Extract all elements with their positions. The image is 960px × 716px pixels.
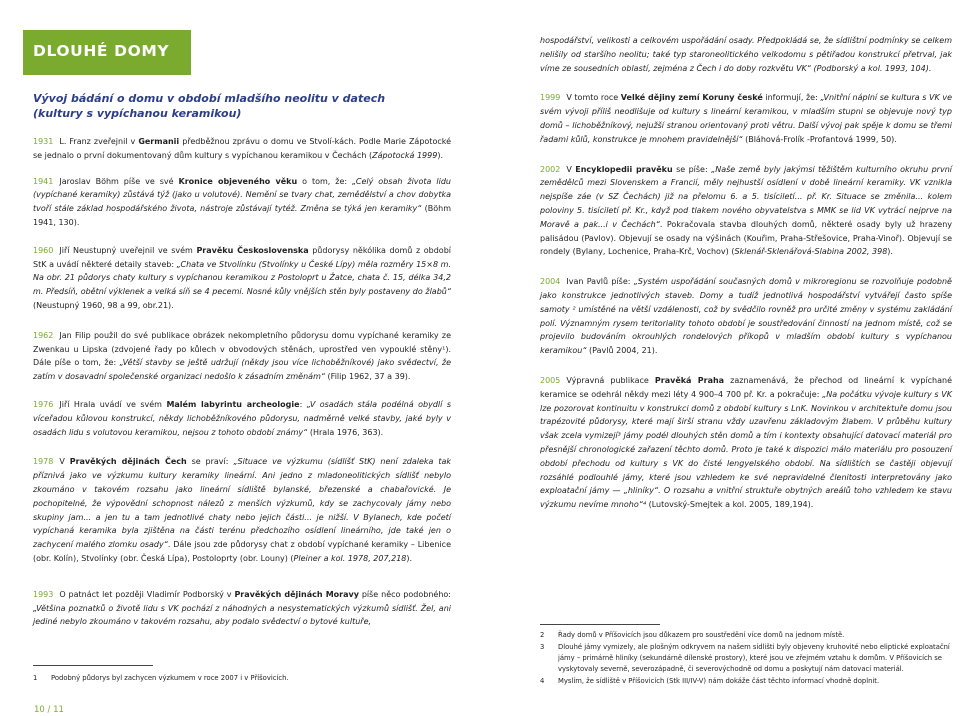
entry-text: V Pravěkých dějinách Čech se praví: „Situace ve výzkumu (sídlišť StK) není zdaleka tak příznivá jako ve výzkumu kultury keramiky lineární. Ani jedno z mladoneolitických sídlišť nebylo zkoumáno v takovém rozsahu jako lineární sídliště bylanské, březenské a chabařovické. Je pochopitelné, že výpovědní schopnost nálezů z menších výzkumů, kdy se zachycovaly jámy nebo skupiny jam... a jen tu a tam jednotlivé chaty nebo jejich části... je nižší. V Bylanech, kde početí vypíchaná keramika byla zjištěna na části terénu předchozího osídlení lineárního, jde také jen o zachycení malého zlomku osady“. Dále jsou zde půdorysy chat z období vypíchané keramiky – Libenice (obr. Kolín), Stvolínky (obr. Česká Lípa), Postoloprty (obr. Louny) (Pleiner a kol. 1978, 207,218). — [33, 457, 452, 563]
footnotes-right — [540, 630, 952, 688]
footnote-number: 1 — [33, 674, 38, 682]
footnote-text: Podobný půdorys byl zachycen výzkumem v roce 2007 i v Příšovicích. — [51, 674, 289, 682]
entry-year: 1976 — [33, 399, 54, 409]
timeline-entry-1999 — [540, 91, 952, 146]
entry-year: 2005 — [540, 375, 561, 385]
entry-year: 1993 — [33, 589, 54, 599]
entry-text: Jaroslav Böhm píše ve své Kronice objeveného věku o tom, že: „Celý obsah života lidu (vypíchané keramiky) zůstává týž (jako u volutové). Nemění se tvary chat, zemědělství a chov dobytka tvoří stále základ hospodářského života, nástroje zůstávají tytéž. Změna se týká jen keramiky“ (Böhm 1941, 130). — [33, 176, 452, 227]
footnote-4 — [540, 676, 952, 687]
continuation-paragraph: hospodářství, velikosti a celkovém uspořádání osady. Předpokládá se, že sídlištní podmínky se celkem nelišily od staršího neolitu; také typ staroneolitického velkodomu s pětiřadou konstrukcí přetrval, jak víme ze sousedních oblastí, zejména z Čech i do doby rozkvětu VK“ (Podborský a kol. 1993, 104). — [540, 36, 952, 73]
entry-year: 1962 — [33, 330, 54, 340]
timeline-entry-2002 — [540, 163, 952, 260]
entry-text: Jiří Hrala uvádí ve svém Malém labyrintu archeologie: „V osadách stála podélná obydlí s víceřadou kůlovou konstrukcí, někdy lichoběžníkového půdorysu, nadměrně velké stavby, jaké byly v osadách lidu s volutovou keramikou, nejsou z tohoto období známy“ (Hrala 1976, 363). — [33, 399, 451, 437]
footnote-separator-right — [540, 624, 660, 625]
entry-year: 1960 — [33, 245, 54, 255]
footnote-separator-left — [33, 665, 153, 666]
footnote-text: Dlouhé jámy vymizely, ale plošným odkryvem na našem sídlišti byly objeveny kruhovité nebo eliptické exploatační jámy – primárně hliníky (sekundárně dílenské prostory), které jsou ve zřejmém vztahu k domům. V Příšovicích se vyskytovaly severně, severozápadně, či severovýchodně od domu a poskytují nám datovací materiál. — [558, 643, 950, 673]
footnote-number: 3 — [540, 643, 545, 651]
footnote-text: Myslím, že sídliště v Příšovicích (Stk III/IV-V) nám dokáže část těchto informací vhodně doplnit. — [558, 677, 880, 685]
entry-text: V Encyklopedii pravěku se píše: „Naše země byly jakýmsi těžištěm kulturního okruhu první zemědělců mezi Slovenskem a Francií, měly nejhustší osídlení v době lineární keramiky. VK vznikla nejspíše záe (v SZ Čechách) již na přelomu 6. a 5. tisíciletí... př. Kr. Situace se změnila... kolem poloviny 5. tisíciletí př. Kr., když pod tlakem nového obyvatelstva s MMK se lid VK vytrácí nejprve na Moravě a pak...i v Čechách“. Pokračovala stavba dlouhých domů, některé osady byly už hrazeny palisádou (Pavlov). Objevují se osady na výšinách (Kouřim, Praha-Střešovice, Praha-Vinoř). Objevují se rondely (Bylany, Lochenice, Praha-Krč, Vochov) (Sklenář-Sklenářová-Slabina 2002, 398). — [540, 164, 952, 257]
footnotes-left — [33, 673, 451, 685]
entry-year: 1999 — [540, 93, 561, 103]
timeline-entry-1993 — [33, 588, 451, 629]
footnote-3 — [540, 642, 952, 675]
entry-text: L. Franz zveřejnil v Germanii předběžnou zprávu o domu ve Stvolí-kách. Podle Marie Zápotocké se jednalo o první dokumentovaný dům kultury s vypíchanou keramikou v Čechách (Zápotocká 1999). — [33, 137, 452, 160]
chapter-title-banner — [23, 30, 191, 75]
entry-text: Jiří Neustupný uveřejnil ve svém Pravěku Československa půdorysy někólika domů z období StK a uvádí některé detaily staveb: „Chata ve Stvolínku (Stvolínky u České Lípy) měla rozměry 15×8 m. Na obr. 21 půdorys chaty kultury s vypíchanou keramikou z Postoloprt u Žatce, chata č. 15, délka 34,2 m. Předsíň, obětní výklenek a velká síň se 4 pecemi. Nosné kůly vnějších stěn byly postaveny do žlabů“ (Neustupný 1960, 98 a 99, obr.21). — [33, 245, 451, 310]
timeline-entry-1960 — [33, 244, 451, 313]
entry-text: Výpravná publikace Pravěká Praha zaznamenává, že přechod od lineární k vypíchané keramice se odehrál někdy mezi léty 4 900–4 700 př. Kr. a pokračuje: „Na počátku vývoje kultury s VK lze pozorovat kontinuitu v konstrukci domů z období kultury s LnK. Novinkou v architektuře domu jsou trapézovité půdorysy, které mají širší stranu vždy uzavřenu základovým žlabem. V průběhu kultury však zcela vymizejí³ jámy podél dlouhých stěn domů a tím i kontexty obsahující datovací materiál pro přesnější chronologické zařazení těchto domů. Proto je také k dispozici málo materiálu pro posouzení období přechodu od kultury s VK do čisté lengyelského období. Na sídlištích se častěji objevují rozsáhlé podlouhlé jámy, které jsou vzhledem ke své nepravidelné členitosti interpretovány jako exploatační jámy — „hliníky“. O rozsahu a vnitřní struktuře obytných areálů toho vzhledem ke stavu výzkumu nevíme mnoho“⁴ (Lutovský-Smejtek a kol. 2005, 189,194). — [540, 375, 953, 510]
timeline-entry-1976 — [33, 398, 451, 439]
section-subheading-line1: Vývoj bádání o domu v období mladšího neolitu v datech — [33, 92, 386, 105]
left-column — [33, 92, 451, 643]
footnote-1 — [33, 673, 451, 684]
timeline-entry-2005 — [540, 374, 952, 512]
chapter-title: DLOUHÉ DOMY — [33, 42, 170, 60]
entry-text: Jan Filip použil do své publikace obrázek nekompletního půdorysu domu vypíchané keramiky ze Zwenkau u Lipska (zdvojené řady po kůlech v obvodových stěnách, uprostřed ven vypouklé stěny¹). Dále píše o tom, že: „Větší stavby se ještě udržují (někdy jsou více lichoběžníkové) jako svědectví, že zatím v dosavadní společenské organizaci nedošlo k zásadním změnám“ (Filip 1962, 37 a 39). — [33, 330, 452, 382]
timeline-entry-1941 — [33, 175, 451, 230]
entry-year: 2004 — [540, 277, 561, 287]
right-timeline — [540, 91, 952, 512]
section-subheading-line2: (kultury s vypíchanou keramikou) — [33, 106, 242, 120]
entry-text: V tomto roce Velké dějiny zemí Koruny české informují, že: „Vnitřní náplní se kultura s VK ve svém vývoji příliš neodlišuje od kultury s lineární keramikou, v mladším stupni se objevuje nový typ domů – lichoběžníkový, nejužší stranou orientovaný proti větru. Další vývoj pak spěje k domu se třemi řadami kůlů, konstrukce je mnohem pravidelnější“ (Bláhová-Frolík -Profantová 1999, 50). — [540, 93, 952, 144]
timeline-entry-1931 — [33, 135, 451, 163]
footnote-number: 2 — [540, 631, 545, 639]
entry-year: 1941 — [33, 176, 54, 186]
page-folio: 10 / 11 — [34, 705, 64, 715]
timeline-entry-2004 — [540, 275, 952, 358]
right-column — [540, 34, 952, 526]
footnote-number: 4 — [540, 677, 545, 685]
footnote-2 — [540, 630, 952, 641]
left-timeline — [33, 135, 451, 629]
entry-year: 1931 — [33, 137, 54, 146]
entry-year: 1978 — [33, 457, 54, 467]
footnote-text: Řady domů v Příšovicích jsou důkazem pro soustředění více domů na jednom místě. — [558, 631, 845, 639]
entry-text: Ivan Pavlů píše: „Systém uspořádání současných domů v mikroregionu se rozvolňuje podobně jako konstrukce jednotlivých staveb. Domy a tudíž jednotlivá hospodářství vytvářejí často spíše samoty ² umístěné na větší vzdálenosti, což by svědčilo rovněž pro určité změny v systému zakládání polí. Významným rysem teritoriality tohoto období je soustředování činností na jednom místě, což se projevilo budováním okrouhlých rondelových příkopů v mladším období kultury s vypíchanou keramikou“ (Pavlů 2004, 21). — [540, 277, 952, 356]
timeline-entry-1978 — [33, 455, 451, 565]
timeline-entry-1962 — [33, 329, 451, 384]
entry-year: 2002 — [540, 164, 561, 174]
entry-text: O patnáct let později Vladimír Podborský v Pravěkých dějinách Moravy píše něco podobného: „Většina poznatků o životě lidu s VK pochází z náhodných a nesystematických výzkumů sídlišť. Žel, ani jediné nebylo zkoumáno v takovém rozsahu, aby podalo svědectví o bytové kultuře, — [33, 589, 451, 627]
